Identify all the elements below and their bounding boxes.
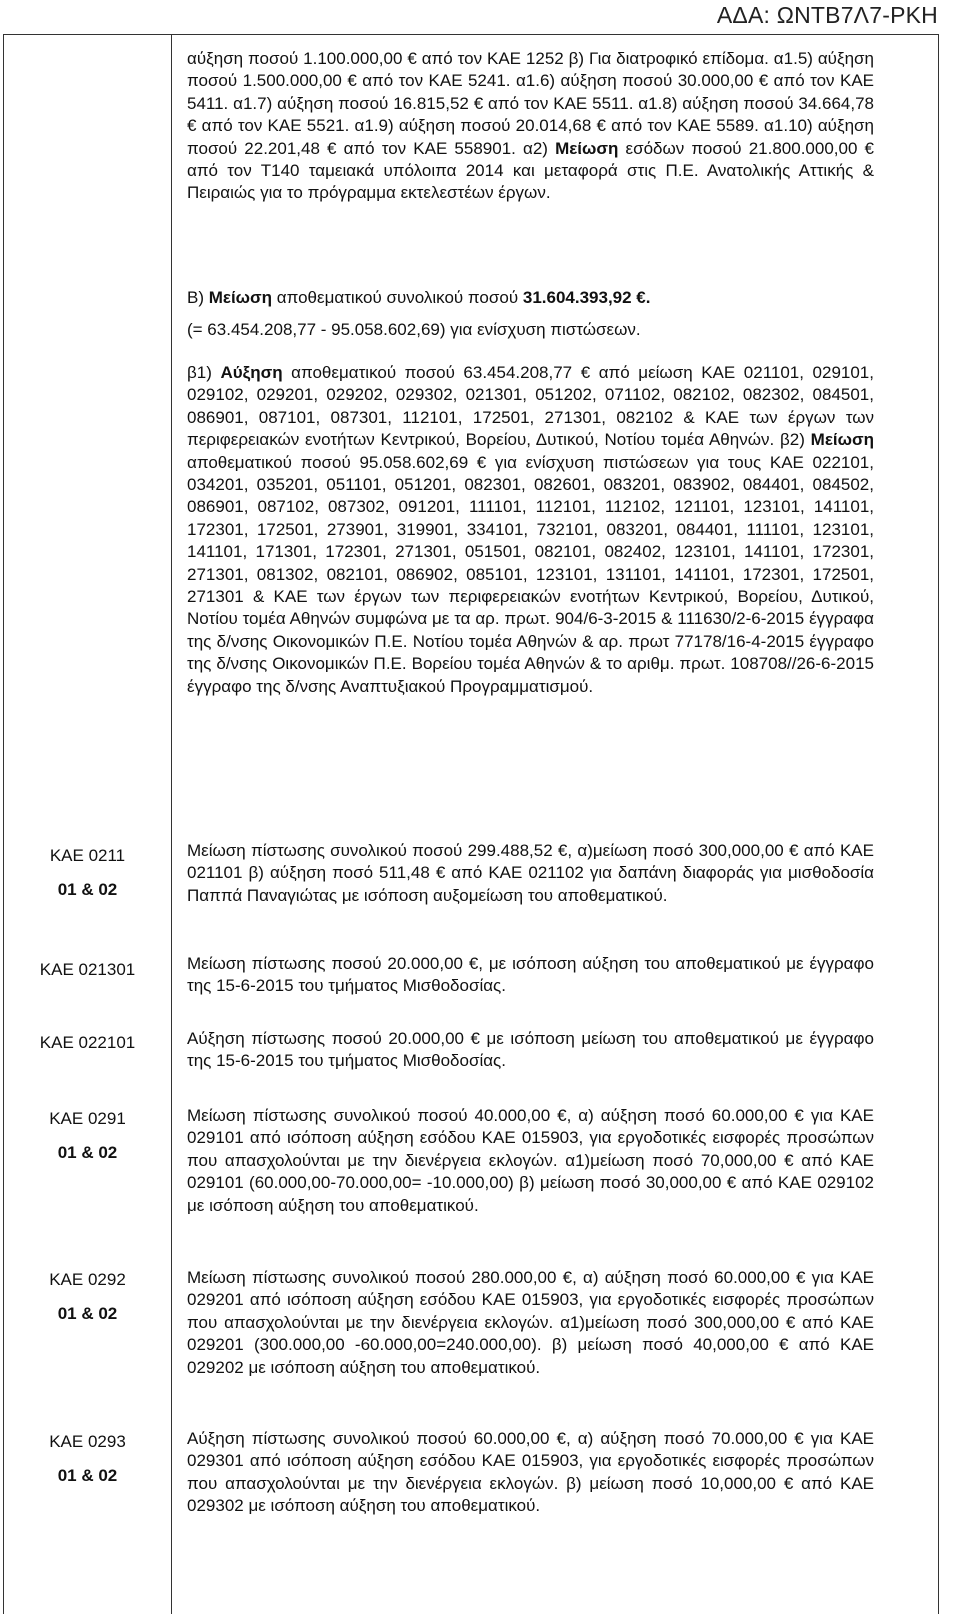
text-run: Μείωση πίστωσης συνολικού ποσού 299.488,52 €, α)μείωση ποσό 300,000,00 € από ΚΑΕ 021101 β) αύξηση ποσό 511,48 € από ΚΑΕ 021102 για δαπάνη διαφοράς για μισθοδοσία Παππά Παναγιώτας με ισόποση αυξομείωση του αποθεματικού. [187, 841, 874, 905]
bold-text: Μείωση [810, 430, 874, 450]
description-paragraph [187, 1028, 874, 1073]
text-run: Αύξηση πίστωσης ποσού 20.000,00 € με ισόποση μείωση του αποθεματικού με έγγραφο της 15-6-2015 του τμήματος Μισθοδοσίας. [187, 1029, 874, 1071]
bold-text: Αύξηση [220, 363, 283, 382]
kae-subcode: 01 & 02 [57, 1304, 118, 1323]
bold-text: Μείωση [208, 288, 273, 307]
text-run: εσόδων ποσού 21.800.000,00 € από τον Τ140 ταμειακά υπόλοιπα 2014 και μεταφορά στις Π.Ε. Ανατολικής Αττικής & Πειραιώς για το πρόγραμμα εκτελεστέων έργων. [187, 138, 874, 203]
kae-code: ΚΑΕ 0293 [49, 1432, 126, 1451]
kae-code: ΚΑΕ 021301 [39, 960, 136, 979]
text-run: Μείωση πίστωσης ποσού 20.000,00 €, με ισόποση αύξηση του αποθεματικού με έγγραφο της 15-6-2015 του τμήματος Μισθοδοσίας. [187, 954, 874, 996]
description-paragraph [187, 319, 874, 341]
description-paragraph [187, 1428, 874, 1518]
description-paragraph [187, 48, 874, 205]
kae-code: ΚΑΕ 0291 [49, 1109, 126, 1128]
kae-code-cell [4, 953, 171, 987]
kae-subcode: 01 & 02 [57, 1143, 118, 1162]
kae-code: ΚΑΕ 022101 [39, 1033, 136, 1052]
kae-subcode: 01 & 02 [57, 880, 118, 899]
kae-subcode: 01 & 02 [57, 1466, 118, 1485]
description-paragraph [187, 840, 874, 907]
column-divider [171, 34, 172, 1614]
description-paragraph [187, 1267, 874, 1379]
description-paragraph [187, 362, 874, 698]
bold-text: Μείωση [555, 138, 619, 158]
description-paragraph [187, 1105, 874, 1217]
text-run: αποθεματικού ποσού 95.058.602,69 € για ενίσχυση πιστώσεων για τους ΚΑΕ 022101, 034201, 035201, 051101, 051201, 082301, 082601, 083201, 083902, 084401, 084502, 086901, 087102, 087302, 091201, 111101, 112101, 112102, 121101, 123101, 141101, 172301, 172501, 273901, 319901, 334101, 732101, 083201, 084401, 111101, 123101, 141101, 171301, 172301, 271301, 051501, 082101, 082402, 123101, 141101, 172301, 271301, 081302, 082101, 086902, 085101, 123101, 131101, 141101, 172301, 172501, 271301 & ΚΑΕ των έργων των περιφερειακών ενοτήτων Κεντρικού, Βορείου, Δυτικού, Νοτίου τομέα Αθηνών συμφώνα με τα αρ. πρωτ. 904/6-3-2015 & 111630/2-6-2015 έγγραφα της δ/νσης Οικονομικών Π.Ε. Νοτίου τομέα Αθηνών & αρ. πρωτ 77178/16-4-2015 έγγραφο της δ/νσης Οικονομικών Π.Ε. Βορείου τομέα Αθηνών & το αριθμ. πρωτ. 108708//26-6-2015 έγγραφο της δ/νσης Αναπτυξιακού Προγραμματισμού. [187, 452, 874, 696]
kae-code-cell [4, 839, 171, 907]
kae-code: ΚΑΕ 0292 [49, 1270, 126, 1289]
kae-code-cell [4, 1263, 171, 1331]
text-run: Μείωση πίστωσης συνολικού ποσού 40.000,00 €, α) αύξηση ποσό 60.000,00 € για ΚΑΕ 029101 από ισόποση αύξηση εσόδου ΚΑΕ 015903, για εργοδοτικές εισφορές προσώπων που απασχολούνται με την διενέργεια εκλογών. α1)μείωση ποσό 70,000,00 € από ΚΑΕ 029101 (60.000,00-70.000,00= -10.000,00) β) μείωση ποσό 30,000,00 € από ΚΑΕ 029102 με ισόποση αύξηση του αποθεματικού. [187, 1106, 874, 1215]
kae-code-cell [4, 1102, 171, 1170]
description-paragraph [187, 953, 874, 998]
text-run: αποθεματικού ποσού 63.454.208,77 € από μείωση ΚΑΕ 021101, 029101, 029102, 029201, 029202, 029302, 021301, 051202, 071102, 082102, 082302, 084501, 086901, 087101, 087301, 112101, 172501, 271301, 082102 & ΚΑΕ των έργων των περιφερειακών ενοτήτων Κεντρικού, Βορείου, Δυτικού, Νοτίου τομέα Αθηνών. β2) [187, 363, 874, 450]
text-run: αποθεματικού συνολικού ποσού [272, 288, 523, 307]
ada-code: ΑΔΑ: ΩΝΤΒ7Λ7-ΡΚΗ [716, 2, 938, 28]
kae-code-cell [4, 1425, 171, 1493]
text-run: (= 63.454.208,77 - 95.058.602,69) για ενίσχυση πιστώσεων. [187, 320, 641, 339]
kae-code-cell [4, 1026, 171, 1060]
text-run: αύξηση ποσού 1.100.000,00 € από τον ΚΑΕ 1252 β) Για διατροφικό επίδομα. α1.5) αύξηση ποσού 1.500.000,00 € από τον ΚΑΕ 5241. α1.6) αύξηση ποσού 30.000,00 € από τον ΚΑΕ 5411. α1.7) αύξηση ποσού 16.815,52 € από τον ΚΑΕ 5511. α1.8) αύξηση ποσού 34.664,78 € από τον ΚΑΕ 5521. α1.9) αύξηση ποσού 20.014,68 € από τον ΚΑΕ 5589. α1.10) αύξηση ποσού 22.201,48 € από τον ΚΑΕ 558901. α2) [187, 49, 874, 158]
kae-code: ΚΑΕ 0211 [49, 846, 126, 865]
bold-text: 31.604.393,92 €. [522, 288, 651, 307]
text-run: Β) [187, 288, 209, 307]
text-run: Μείωση πίστωσης συνολικού ποσού 280.000,00 €, α) αύξηση ποσό 60.000,00 € για ΚΑΕ 029201 από ισόποση αύξηση εσόδου ΚΑΕ 015903, για εργοδοτικές εισφορές προσώπων που απασχολούνται με την διενέργεια εκλογών. α1)μείωση ποσό 300,000,00 € από ΚΑΕ 029201 (300.000,00 -60.000,00=240.000,00). β) μείωση ποσό 40,000,00 € από ΚΑΕ 029202 με ισόποση αύξηση του αποθεματικού. [187, 1268, 874, 1377]
text-run: Αύξηση πίστωσης συνολικού ποσού 60.000,00 €, α) αύξηση ποσό 70.000,00 € για ΚΑΕ 029301 από ισόποση αύξηση εσόδου ΚΑΕ 015903, για εργοδοτικές εισφορές προσώπων που απασχολούνται με την διενέργεια εκλογών. β) μείωση ποσό 10,000,00 € από ΚΑΕ 029302 με ισόποση αύξηση του αποθεματικού. [187, 1429, 874, 1516]
text-run: β1) [187, 363, 221, 382]
description-paragraph [187, 287, 874, 309]
